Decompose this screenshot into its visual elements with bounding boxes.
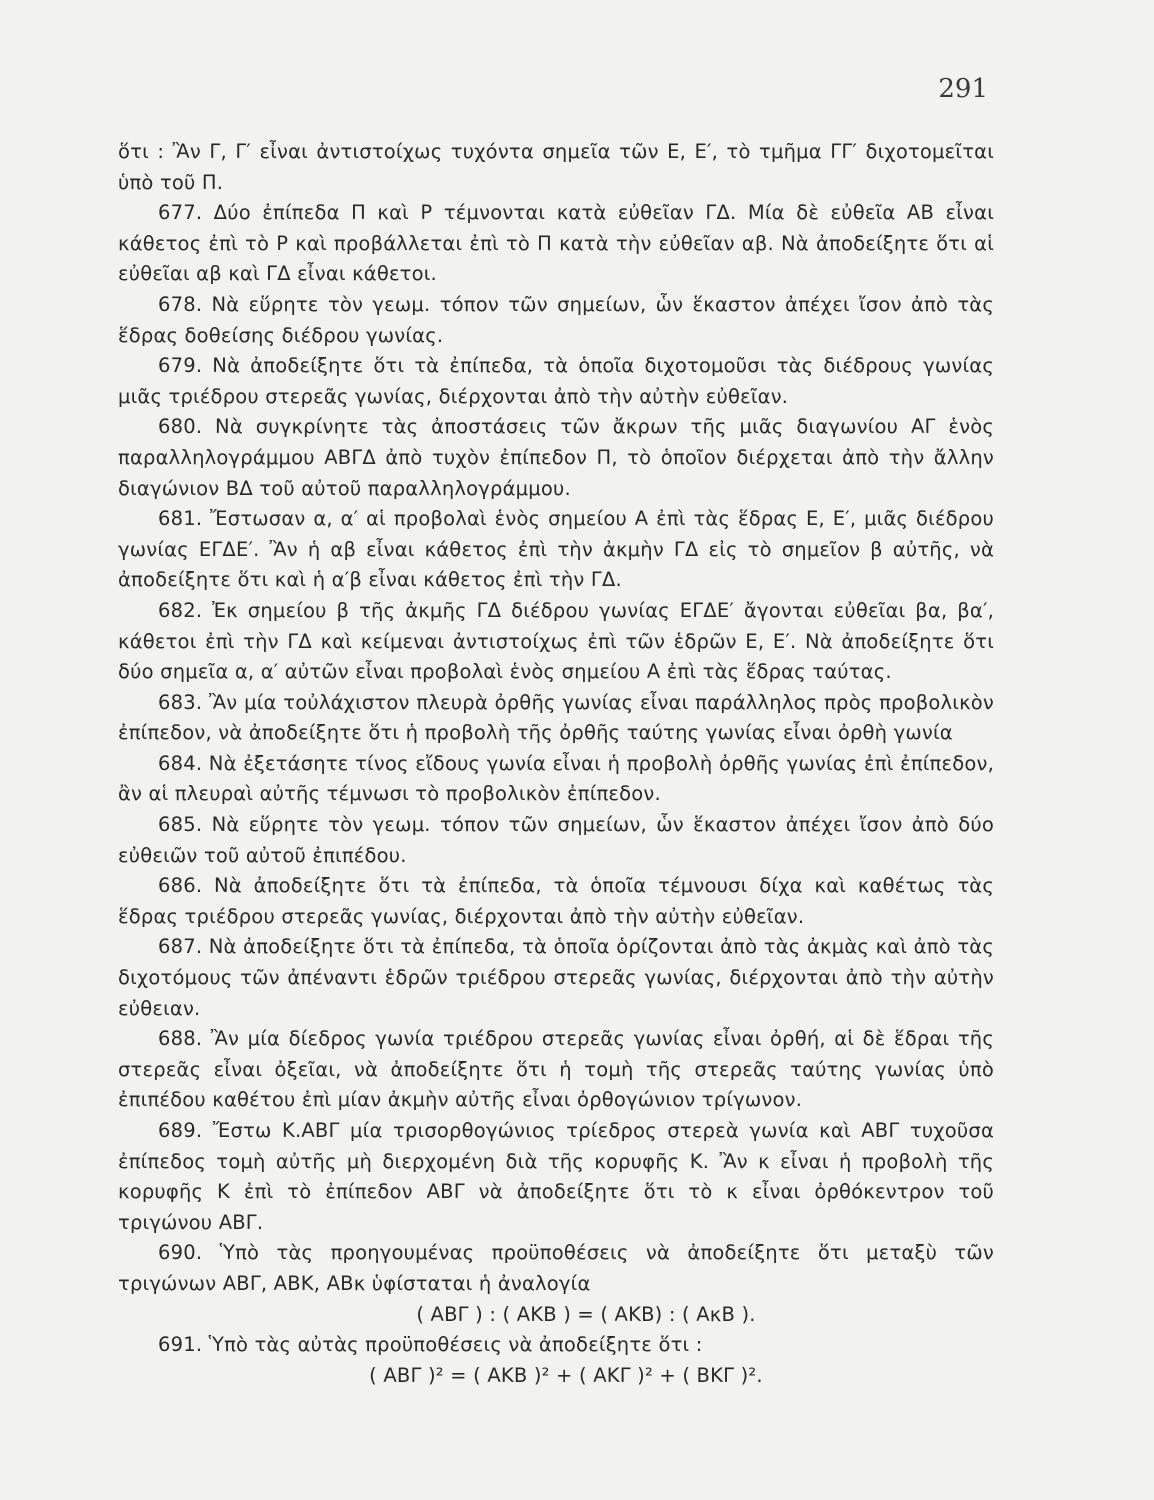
exercise-677: 677. Δύο ἐπίπεδα Π καὶ Ρ τέμνονται κατὰ εὐθεῖαν ΓΔ. Μία δὲ εὐθεῖα ΑΒ εἶναι κάθετος ἐπὶ τὸ Ρ καὶ προβάλλεται ἐπὶ τὸ Π κατὰ τὴν εὐθεῖαν αβ. Νὰ ἀποδείξητε ὅτι αἱ εὐθεῖαι αβ καὶ ΓΔ εἶναι κάθετοι. (118, 201, 994, 286)
exercise-679: 679. Νὰ ἀποδείξητε ὅτι τὰ ἐπίπεδα, τὰ ὁποῖα διχοτομοῦσι τὰς διέδρους γωνίας μιᾶς τριέδρου στερεᾶς γωνίας, διέρχονται ἀπὸ τὴν αὐτὴν εὐθεῖαν. (118, 354, 994, 408)
exercise-691: 691. Ὑπὸ τὰς αὐτὰς προϋποθέσεις νὰ ἀποδείξητε ὅτι : (158, 1333, 703, 1357)
exercise-682: 682. Ἐκ σημείου β τῆς ἀκμῆς ΓΔ διέδρου γωνίας ΕΓΔΕ′ ἄγονται εὐθεῖαι βα, βα′, κάθετοι ἐπὶ τὴν ΓΔ καὶ κείμεναι ἀντιστοίχως ἐπὶ τῶν ἑδρῶν Ε, Ε′. Νὰ ἀποδείξητε ὅτι δύο σημεῖα α, α′ αὐτῶν εἶναι προβολαὶ ἑνὸς σημείου Α ἐπὶ τὰς ἕδρας ταύτας. (118, 598, 994, 684)
exercise-680: 680. Νὰ συγκρίνητε τὰς ἀποστάσεις τῶν ἄκρων τῆς μιᾶς διαγωνίου ΑΓ ἑνὸς παραλληλογράμμου ΑΒΓΔ ἀπὸ τυχὸν ἐπίπεδον Π, τὸ ὁποῖον διέρχεται ἀπὸ τὴν ἄλλην διαγώνιον ΒΔ τοῦ αὐτοῦ παραλληλογράμμου. (118, 415, 994, 500)
page-number: 291 (938, 74, 988, 104)
exercise-686: 686. Νὰ ἀποδείξητε ὅτι τὰ ἐπίπεδα, τὰ ὁποῖα τέμνουσι δίχα καὶ καθέτως τὰς ἕδρας τριέδρου στερεᾶς γωνίας, διέρχονται ἀπὸ τὴν αὐτὴν εὐθεῖαν. (118, 874, 994, 928)
formula-proportion: ( ΑΒΓ ) : ( ΑΚΒ ) = ( ΑΚΒ) : ( ΑκΒ ). (416, 1302, 756, 1326)
exercise-683: 683. Ἂν μία τοὐλάχιστον πλευρὰ ὀρθῆς γωνίας εἶναι παράλληλος πρὸς προβολικὸν ἐπίπεδον, νὰ ἀποδείξητε ὅτι ἡ προβολὴ τῆς ὀρθῆς ταύτης γωνίας εἶναι ὀρθὴ γωνία (118, 690, 994, 745)
exercise-689: 689. Ἔστω Κ.ΑΒΓ μία τρισορθογώνιος τρίεδρος στερεὰ γωνία καὶ ΑΒΓ τυχοῦσα ἐπίπεδος τομὴ αὐτῆς μὴ διερχομένη διὰ τῆς κορυφῆς Κ. Ἂν κ εἶναι ἡ προβολὴ τῆς κορυφῆς Κ ἐπὶ τὸ ἐπίπεδον ΑΒΓ νὰ ἀποδείξητε ὅτι τὸ κ εἶναι ὀρθόκεντρον τοῦ τριγώνου ΑΒΓ. (118, 1119, 994, 1234)
exercise-685: 685. Νὰ εὕρητε τὸν γεωμ. τόπον τῶν σημείων, ὧν ἕκαστον ἀπέχει ἴσον ἀπὸ δύο εὐθειῶν τοῦ αὐτοῦ ἐπιπέδου. (118, 813, 994, 867)
exercise-688: 688. Ἂν μία δίεδρος γωνία τριέδρου στερεᾶς γωνίας εἶναι ὀρθή, αἱ δὲ ἕδραι τῆς στερεᾶς εἶναι ὀξεῖαι, νὰ ἀποδείξητε ὅτι ἡ τομὴ τῆς στερεᾶς ταύτης γωνίας ὑπὸ ἐπιπέδου καθέτου ἐπὶ μίαν ἀκμὴν αὐτῆς εἶναι ὀρθογώνιον τρίγωνον. (118, 1027, 994, 1112)
paragraph-intro: ὅτι : Ἂν Γ, Γ′ εἶναι ἀντιστοίχως τυχόντα σημεῖα τῶν Ε, Ε′, τὸ τμῆμα ΓΓ′ διχοτομεῖται ὑπὸ τοῦ Π. (118, 140, 994, 194)
exercise-684: 684. Νὰ ἐξετάσητε τίνος εἴδους γωνία εἶναι ἡ προβολὴ ὀρθῆς γωνίας ἐπὶ ἐπίπεδον, ἂν αἱ πλευραὶ αὐτῆς τέμνωσι τὸ προβολικὸν ἐπίπεδον. (118, 751, 994, 806)
formula-squares: ( ΑΒΓ )² = ( ΑΚΒ )² + ( ΑΚΓ )² + ( ΒΚΓ )². (369, 1363, 763, 1387)
exercise-690: 690. Ὑπὸ τὰς προηγουμένας προϋποθέσεις νὰ ἀποδείξητε ὅτι μεταξὺ τῶν τριγώνων ΑΒΓ, ΑΒΚ, ΑΒκ ὑφίσταται ἡ ἀναλογία (118, 1241, 994, 1295)
exercise-678: 678. Νὰ εὕρητε τὸν γεωμ. τόπον τῶν σημείων, ὧν ἕκαστον ἀπέχει ἴσον ἀπὸ τὰς ἕδρας δοθείσης διέδρου γωνίας. (118, 292, 994, 347)
exercise-681: 681. Ἔστωσαν α, α′ αἱ προβολαὶ ἑνὸς σημείου Α ἐπὶ τὰς ἕδρας Ε, Ε′, μιᾶς διέδρου γωνίας ΕΓΔΕ′. Ἂν ἡ αβ εἶναι κάθετος ἐπὶ τὴν ἀκμὴν ΓΔ εἰς τὸ σημεῖον β αὐτῆς, νὰ ἀποδείξητε ὅτι καὶ ἡ α′β εἶναι κάθετος ἐπὶ τὴν ΓΔ. (118, 507, 994, 592)
exercise-687: 687. Νὰ ἀποδείξητε ὅτι τὰ ἐπίπεδα, τὰ ὁποῖα ὁρίζονται ἀπὸ τὰς ἀκμὰς καὶ ἀπὸ τὰς διχοτόμους τῶν ἀπέναντι ἑδρῶν τριέδρου στερεᾶς γωνίας, διέρχονται ἀπὸ τὴν αὐτὴν εὐθειαν. (118, 935, 994, 1020)
page-content (118, 137, 994, 1391)
